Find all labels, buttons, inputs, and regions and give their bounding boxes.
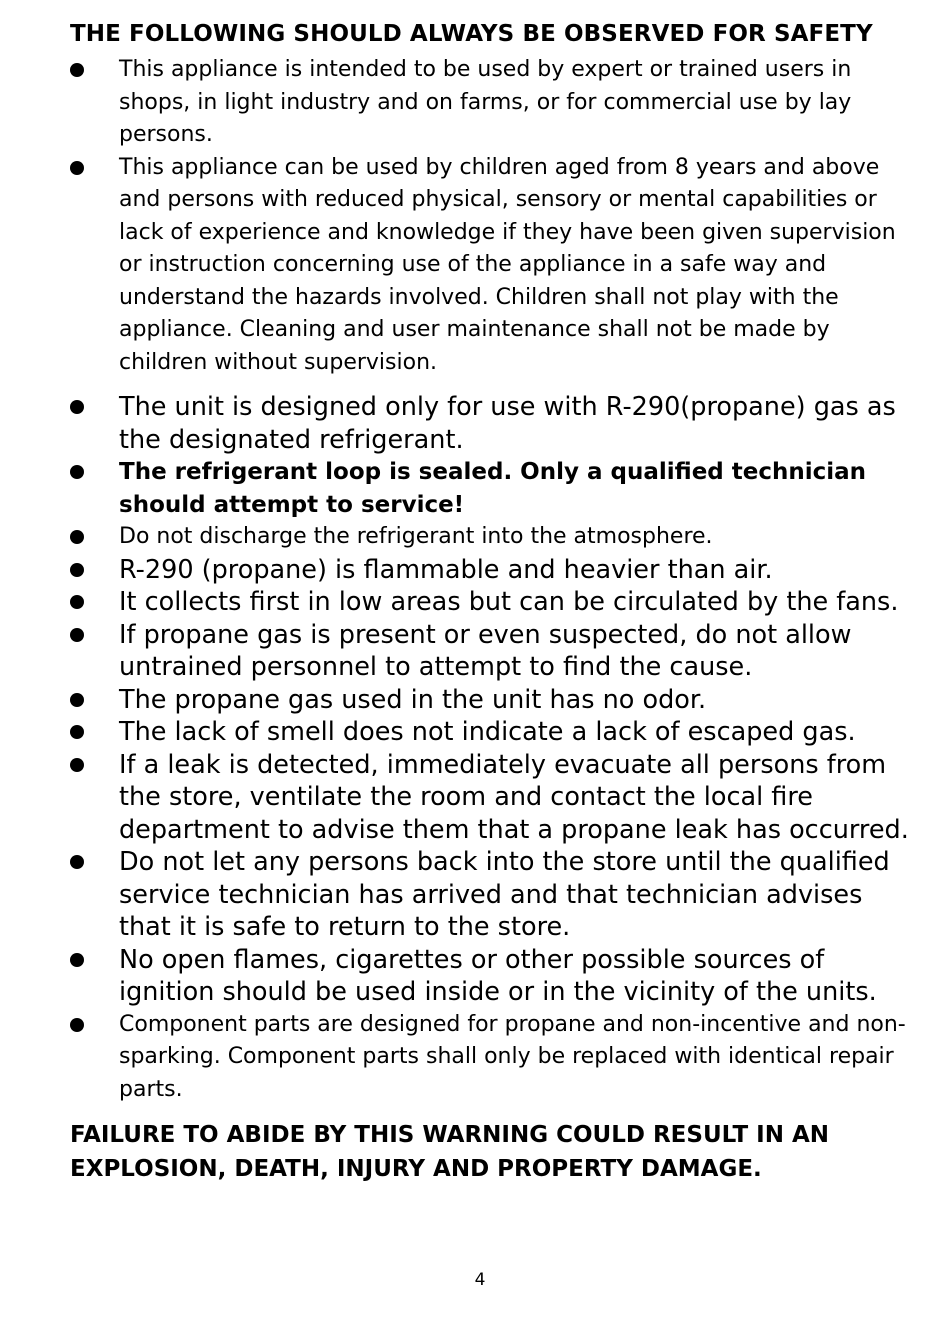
list-item bbox=[70, 554, 915, 587]
bullet-icon bbox=[70, 693, 84, 707]
bullet-icon bbox=[70, 161, 84, 175]
failure-warning: FAILURE TO ABIDE BY THIS WARNING COULD RESULT IN AN EXPLOSION, DEATH, INJURY AND PROPERTY DAMAGE. bbox=[70, 1122, 830, 1182]
list-item bbox=[70, 586, 915, 619]
list-item-text: The refrigerant loop is sealed. Only a qualified technician should attempt to service! bbox=[119, 459, 867, 518]
list-item bbox=[70, 456, 915, 521]
list-item-text: Do not discharge the refrigerant into the atmosphere. bbox=[119, 524, 713, 549]
list-item-text: The lack of smell does not indicate a lack of escaped gas. bbox=[119, 717, 856, 747]
list-item bbox=[70, 716, 915, 749]
list-item bbox=[70, 619, 915, 684]
bullet-icon bbox=[70, 563, 84, 577]
list-item bbox=[70, 54, 915, 152]
list-item-text: The propane gas used in the unit has no odor. bbox=[119, 684, 707, 715]
bullet-icon bbox=[70, 953, 84, 967]
bullet-icon bbox=[70, 725, 84, 739]
list-item bbox=[70, 152, 915, 380]
bullet-icon bbox=[70, 855, 84, 869]
list-item-text: Do not let any persons back into the store until the qualified service technician has arrived and that technician advises that it is safe to return to the store. bbox=[119, 847, 890, 942]
page-number: 4 bbox=[474, 1270, 486, 1290]
bullet-icon bbox=[70, 595, 84, 609]
safety-heading: THE FOLLOWING SHOULD ALWAYS BE OBSERVED FOR SAFETY bbox=[70, 21, 873, 47]
list-item bbox=[70, 944, 915, 1009]
list-item-text: The unit is designed only for use with R-290(propane) gas as the designated refrigerant. bbox=[119, 392, 896, 455]
list-item-text: No open flames, cigarettes or other possible sources of ignition should be used inside or in the vicinity of the units. bbox=[119, 944, 877, 1007]
list-item bbox=[70, 749, 915, 847]
list-item-text: If propane gas is present or even suspected, do not allow untrained personnel to attempt to find the cause. bbox=[119, 619, 852, 682]
list-item-text: This appliance is intended to be used by expert or trained users in shops, in light industry and on farms, or for commercial use by lay persons. bbox=[119, 57, 852, 147]
bullet-icon bbox=[70, 530, 84, 544]
bullet-icon bbox=[70, 400, 84, 414]
safety-list bbox=[70, 54, 915, 1106]
list-item-text: It collects first in low areas but can be circulated by the fans. bbox=[119, 587, 899, 617]
bullet-icon bbox=[70, 1018, 84, 1032]
list-item-text: Component parts are designed for propane and non-incentive and non-sparking. Component parts shall only be replaced with identical repair parts. bbox=[119, 1011, 906, 1102]
bullet-icon bbox=[70, 628, 84, 642]
list-item-text: If a leak is detected, immediately evacuate all persons from the store, ventilate the room and contact the local fire department to advise them that a propane leak has occurred. bbox=[119, 749, 909, 845]
list-item-text: This appliance can be used by children aged from 8 years and above and persons with reduced physical, sensory or mental capabilities or lack of experience and knowledge if they have been given supervision or instruction concerning use of the appliance in a safe way and understand the hazards involved. Children shall not play with the appliance. Cleaning and user maintenance shall not be made by children without supervision. bbox=[119, 154, 896, 375]
list-item bbox=[70, 684, 915, 717]
bullet-icon bbox=[70, 63, 84, 77]
list-item bbox=[70, 1009, 915, 1107]
bullet-icon bbox=[70, 758, 84, 772]
list-item bbox=[70, 391, 915, 456]
list-item-text: R-290 (propane) is flammable and heavier than air. bbox=[119, 554, 773, 585]
bullet-icon bbox=[70, 465, 84, 479]
list-item bbox=[70, 521, 915, 554]
list-item bbox=[70, 846, 915, 944]
